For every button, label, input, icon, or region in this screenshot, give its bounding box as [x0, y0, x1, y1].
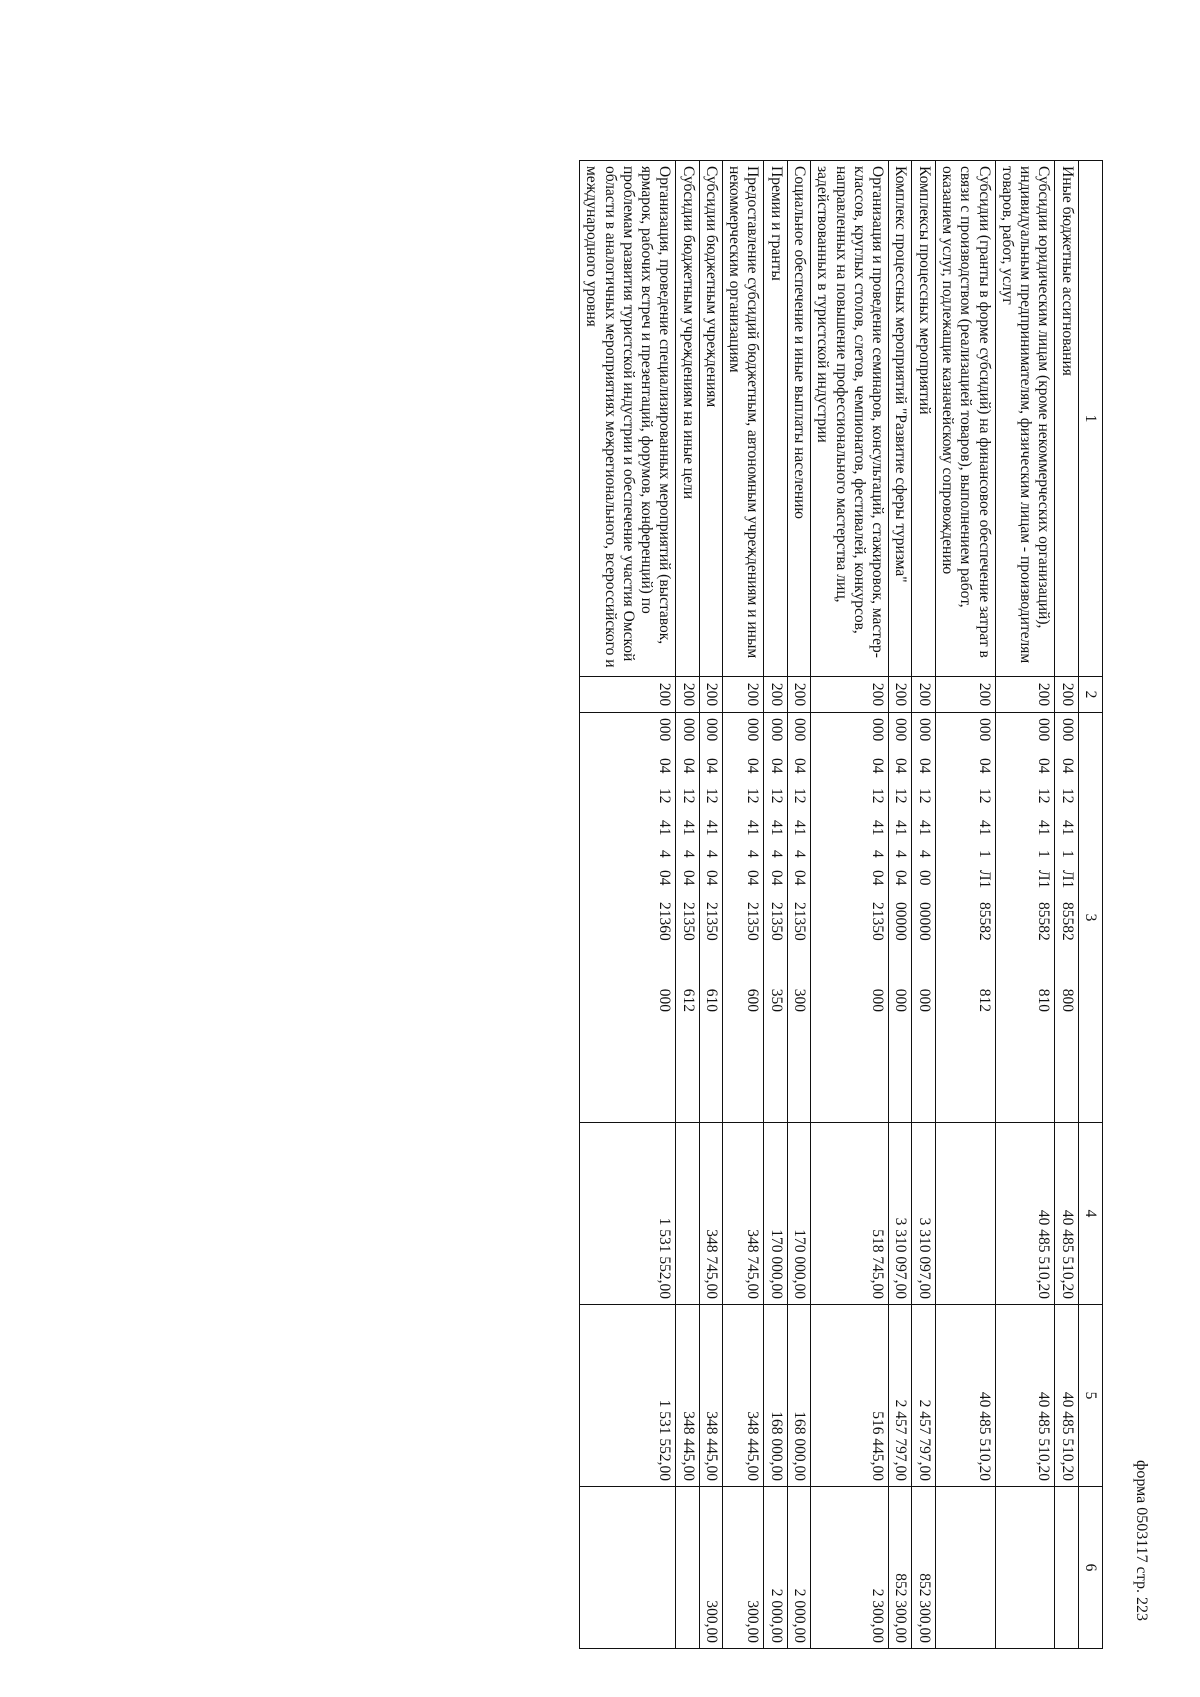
budget-classification-code [1055, 713, 1078, 1123]
table-row [1055, 161, 1078, 1649]
approved-amount: 40 485 510,20 [1055, 1123, 1078, 1305]
unexecuted-amount: 2 000,00 [787, 1487, 810, 1649]
budget-code-segment: 4 [679, 850, 697, 858]
budget-code-segment: 000 [1035, 718, 1053, 742]
budget-code-segment: 21350 [744, 902, 762, 941]
budget-code-segment: 04 [791, 870, 809, 886]
table-row [699, 161, 722, 1649]
line-code: 200 [676, 677, 699, 713]
budget-code-segment: 000 [791, 718, 809, 742]
form-label: форма 0503117 стр. 223 [1133, 1460, 1150, 1621]
budget-code-segment: 21350 [767, 902, 785, 941]
budget-code-segment: 41 [679, 820, 697, 836]
budget-code-segment: 04 [1058, 758, 1076, 774]
row-name: Иные бюджетные ассигнования [1055, 161, 1078, 677]
budget-code-segment: 04 [656, 758, 674, 774]
table-row [676, 161, 699, 1649]
budget-code-segment: 1 [1035, 850, 1053, 858]
column-header: 3 [1078, 713, 1102, 1123]
line-code: 200 [722, 677, 764, 713]
budget-code-segment: 00000 [892, 902, 910, 941]
unexecuted-amount: 2 300,00 [811, 1487, 889, 1649]
executed-amount: 348 445,00 [699, 1305, 722, 1487]
budget-code-segment: 41 [975, 820, 993, 836]
budget-code-segment: 04 [744, 758, 762, 774]
unexecuted-amount: 300,00 [722, 1487, 764, 1649]
line-code: 200 [579, 677, 675, 713]
table-row [912, 161, 935, 1649]
budget-code-segment: 4 [744, 850, 762, 858]
row-name: Субсидии бюджетным учреждениям на иные цели [676, 161, 699, 677]
approved-amount: 3 310 097,00 [912, 1123, 935, 1305]
budget-classification-code [935, 713, 995, 1123]
budget-code-segment: 810 [1035, 988, 1053, 1012]
approved-amount [676, 1123, 699, 1305]
budget-code-segment: 000 [744, 718, 762, 742]
executed-amount: 2 457 797,00 [889, 1305, 912, 1487]
executed-amount: 1 531 552,00 [579, 1305, 675, 1487]
line-code: 200 [935, 677, 995, 713]
budget-code-segment: 612 [679, 988, 697, 1012]
row-name: Субсидии юридическим лицам (кроме некоммерческих организаций), индивидуальным предпринимателям, физическим лицам - производителям товаров, работ, услуг [995, 161, 1055, 677]
unexecuted-amount [935, 1487, 995, 1649]
budget-code-segment: 41 [656, 820, 674, 836]
budget-code-segment: 000 [767, 718, 785, 742]
line-code: 200 [787, 677, 810, 713]
approved-amount: 40 485 510,20 [995, 1123, 1055, 1305]
table-header-row [1078, 161, 1102, 1649]
column-header: 6 [1078, 1487, 1102, 1649]
table-row [889, 161, 912, 1649]
unexecuted-amount [1055, 1487, 1078, 1649]
budget-code-segment: 12 [975, 788, 993, 804]
budget-classification-code [787, 713, 810, 1123]
budget-classification-code [722, 713, 764, 1123]
row-name: Субсидии (гранты в форме субсидий) на финансовое обеспечение затрат в связи с производством (реализацией товаров), выполнением работ, оказанием услуг, подлежащие казначейскому сопровождению [935, 161, 995, 677]
budget-code-segment: 12 [702, 788, 720, 804]
budget-code-segment: 04 [892, 758, 910, 774]
table-row [811, 161, 889, 1649]
budget-classification-code [811, 713, 889, 1123]
line-code: 200 [995, 677, 1055, 713]
budget-code-segment: 4 [767, 850, 785, 858]
approved-amount: 1 531 552,00 [579, 1123, 675, 1305]
budget-code-segment: 1 [975, 850, 993, 858]
approved-amount: 348 745,00 [722, 1123, 764, 1305]
budget-code-segment: 12 [1058, 788, 1076, 804]
budget-code-segment: 04 [767, 870, 785, 886]
budget-code-segment: 000 [915, 718, 933, 742]
table-body [579, 161, 1078, 1649]
approved-amount: 170 000,00 [787, 1123, 810, 1305]
budget-code-segment: 04 [1035, 758, 1053, 774]
budget-code-segment: 12 [679, 788, 697, 804]
budget-code-segment: 4 [892, 850, 910, 858]
unexecuted-amount: 2 000,00 [764, 1487, 787, 1649]
budget-classification-code [912, 713, 935, 1123]
budget-code-segment: 12 [656, 788, 674, 804]
budget-classification-code [699, 713, 722, 1123]
approved-amount: 348 745,00 [699, 1123, 722, 1305]
budget-code-segment: 000 [679, 718, 697, 742]
budget-code-segment: 000 [892, 988, 910, 1012]
budget-code-segment: 04 [791, 758, 809, 774]
unexecuted-amount: 300,00 [699, 1487, 722, 1649]
unexecuted-amount [579, 1487, 675, 1649]
budget-code-segment: 04 [869, 758, 887, 774]
budget-code-segment: 21350 [679, 902, 697, 941]
budget-code-segment: 04 [869, 870, 887, 886]
table-row [722, 161, 764, 1649]
budget-code-segment: 21350 [702, 902, 720, 941]
table-row [764, 161, 787, 1649]
budget-code-segment: 41 [744, 820, 762, 836]
budget-code-segment: 21350 [791, 902, 809, 941]
budget-code-segment: 12 [892, 788, 910, 804]
line-code: 200 [889, 677, 912, 713]
budget-code-segment: 12 [767, 788, 785, 804]
budget-code-segment: 000 [915, 988, 933, 1012]
budget-code-segment: 350 [767, 988, 785, 1012]
column-header: 5 [1078, 1305, 1102, 1487]
budget-code-segment: 04 [702, 758, 720, 774]
budget-code-segment: 000 [1058, 718, 1076, 742]
row-name: Субсидии бюджетным учреждениям [699, 161, 722, 677]
column-header: 1 [1078, 161, 1102, 677]
budget-code-segment: 85582 [975, 902, 993, 941]
budget-code-segment: 21360 [656, 902, 674, 941]
budget-code-segment: 41 [869, 820, 887, 836]
table-row [935, 161, 995, 1649]
row-name: Комплексы процессных мероприятий [912, 161, 935, 677]
budget-code-segment: 21350 [869, 902, 887, 941]
budget-code-segment: 000 [656, 718, 674, 742]
budget-code-segment: 04 [702, 870, 720, 886]
budget-code-segment: 04 [892, 870, 910, 886]
row-name: Премии и гранты [764, 161, 787, 677]
budget-code-segment: 4 [915, 850, 933, 858]
budget-code-segment: 85582 [1035, 902, 1053, 941]
budget-code-segment: 41 [1058, 820, 1076, 836]
budget-code-segment: 000 [869, 988, 887, 1012]
line-code: 200 [1055, 677, 1078, 713]
budget-classification-code [579, 713, 675, 1123]
budget-code-segment: Л1 [1058, 870, 1076, 889]
unexecuted-amount [676, 1487, 699, 1649]
budget-code-segment: 000 [892, 718, 910, 742]
budget-classification-code [764, 713, 787, 1123]
executed-amount: 2 457 797,00 [912, 1305, 935, 1487]
budget-code-segment: 12 [1035, 788, 1053, 804]
executed-amount: 40 485 510,20 [1055, 1305, 1078, 1487]
budget-code-segment: 4 [656, 850, 674, 858]
executed-amount: 348 445,00 [722, 1305, 764, 1487]
budget-code-segment: 000 [975, 718, 993, 742]
budget-code-segment: 4 [869, 850, 887, 858]
budget-code-segment: 04 [915, 758, 933, 774]
row-name: Предоставление субсидий бюджетным, автономным учреждениям и иным некоммерческим организациям [722, 161, 764, 677]
budget-classification-code [889, 713, 912, 1123]
budget-code-segment: 12 [915, 788, 933, 804]
approved-amount: 518 745,00 [811, 1123, 889, 1305]
budget-code-segment: 610 [702, 988, 720, 1012]
approved-amount [935, 1123, 995, 1305]
budget-code-segment: 1 [1058, 850, 1076, 858]
budget-code-segment: 04 [975, 758, 993, 774]
budget-code-segment: 04 [679, 758, 697, 774]
budget-code-segment: 04 [656, 870, 674, 886]
executed-amount: 40 485 510,20 [935, 1305, 995, 1487]
row-name: Организация, проведение специализированных мероприятий (выставок, ярмарок, рабочих встреч и презентаций, форумов, конференций) по проблемам развития туристской индустрии и обеспечение участия Омской области в аналогичных мероприятиях межрегионального, всероссийского и международного уровня [579, 161, 675, 677]
row-name: Социальное обеспечение и иные выплаты населению [787, 161, 810, 677]
budget-code-segment: 000 [656, 988, 674, 1012]
budget-code-segment: 000 [702, 718, 720, 742]
executed-amount: 168 000,00 [764, 1305, 787, 1487]
executed-amount: 40 485 510,20 [995, 1305, 1055, 1487]
row-name: Организация и проведение семинаров, консультаций, стажировок, мастер-классов, круглых столов, слетов, чемпионатов, фестивалей, конкурсов, направленных на повышение профессионального мастерства лиц, задействованных в туристской индустрии [811, 161, 889, 677]
budget-code-segment: 300 [791, 988, 809, 1012]
budget-code-segment: 600 [744, 988, 762, 1012]
executed-amount: 168 000,00 [787, 1305, 810, 1487]
line-code: 200 [699, 677, 722, 713]
budget-code-segment: Л1 [975, 870, 993, 889]
budget-code-segment: 41 [1035, 820, 1053, 836]
budget-code-segment: 12 [744, 788, 762, 804]
budget-code-segment: 04 [767, 758, 785, 774]
line-code: 200 [811, 677, 889, 713]
executed-amount: 516 445,00 [811, 1305, 889, 1487]
table-row [995, 161, 1055, 1649]
budget-code-segment: 00 [915, 870, 933, 886]
table-row [787, 161, 810, 1649]
budget-code-segment: 41 [702, 820, 720, 836]
budget-execution-table [579, 160, 1103, 1649]
approved-amount: 3 310 097,00 [889, 1123, 912, 1305]
unexecuted-amount [995, 1487, 1055, 1649]
column-header: 4 [1078, 1123, 1102, 1305]
executed-amount: 348 445,00 [676, 1305, 699, 1487]
budget-code-segment: 12 [869, 788, 887, 804]
row-name: Комплекс процессных мероприятий "Развитие сферы туризма" [889, 161, 912, 677]
budget-code-segment: 04 [744, 870, 762, 886]
budget-code-segment: 12 [791, 788, 809, 804]
budget-code-segment: 00000 [915, 902, 933, 941]
budget-classification-code [995, 713, 1055, 1123]
budget-code-segment: 04 [679, 870, 697, 886]
budget-code-segment: Л1 [1035, 870, 1053, 889]
budget-code-segment: 000 [869, 718, 887, 742]
budget-code-segment: 41 [915, 820, 933, 836]
budget-code-segment: 4 [702, 850, 720, 858]
budget-code-segment: 41 [767, 820, 785, 836]
budget-classification-code [676, 713, 699, 1123]
line-code: 200 [912, 677, 935, 713]
budget-code-segment: 41 [892, 820, 910, 836]
unexecuted-amount: 852 300,00 [889, 1487, 912, 1649]
budget-code-segment: 85582 [1058, 902, 1076, 941]
budget-code-segment: 41 [791, 820, 809, 836]
budget-code-segment: 800 [1058, 988, 1076, 1012]
table-row [579, 161, 675, 1649]
budget-code-segment: 4 [791, 850, 809, 858]
line-code: 200 [764, 677, 787, 713]
budget-code-segment: 812 [975, 988, 993, 1012]
column-header: 2 [1078, 677, 1102, 713]
approved-amount: 170 000,00 [764, 1123, 787, 1305]
unexecuted-amount: 852 300,00 [912, 1487, 935, 1649]
